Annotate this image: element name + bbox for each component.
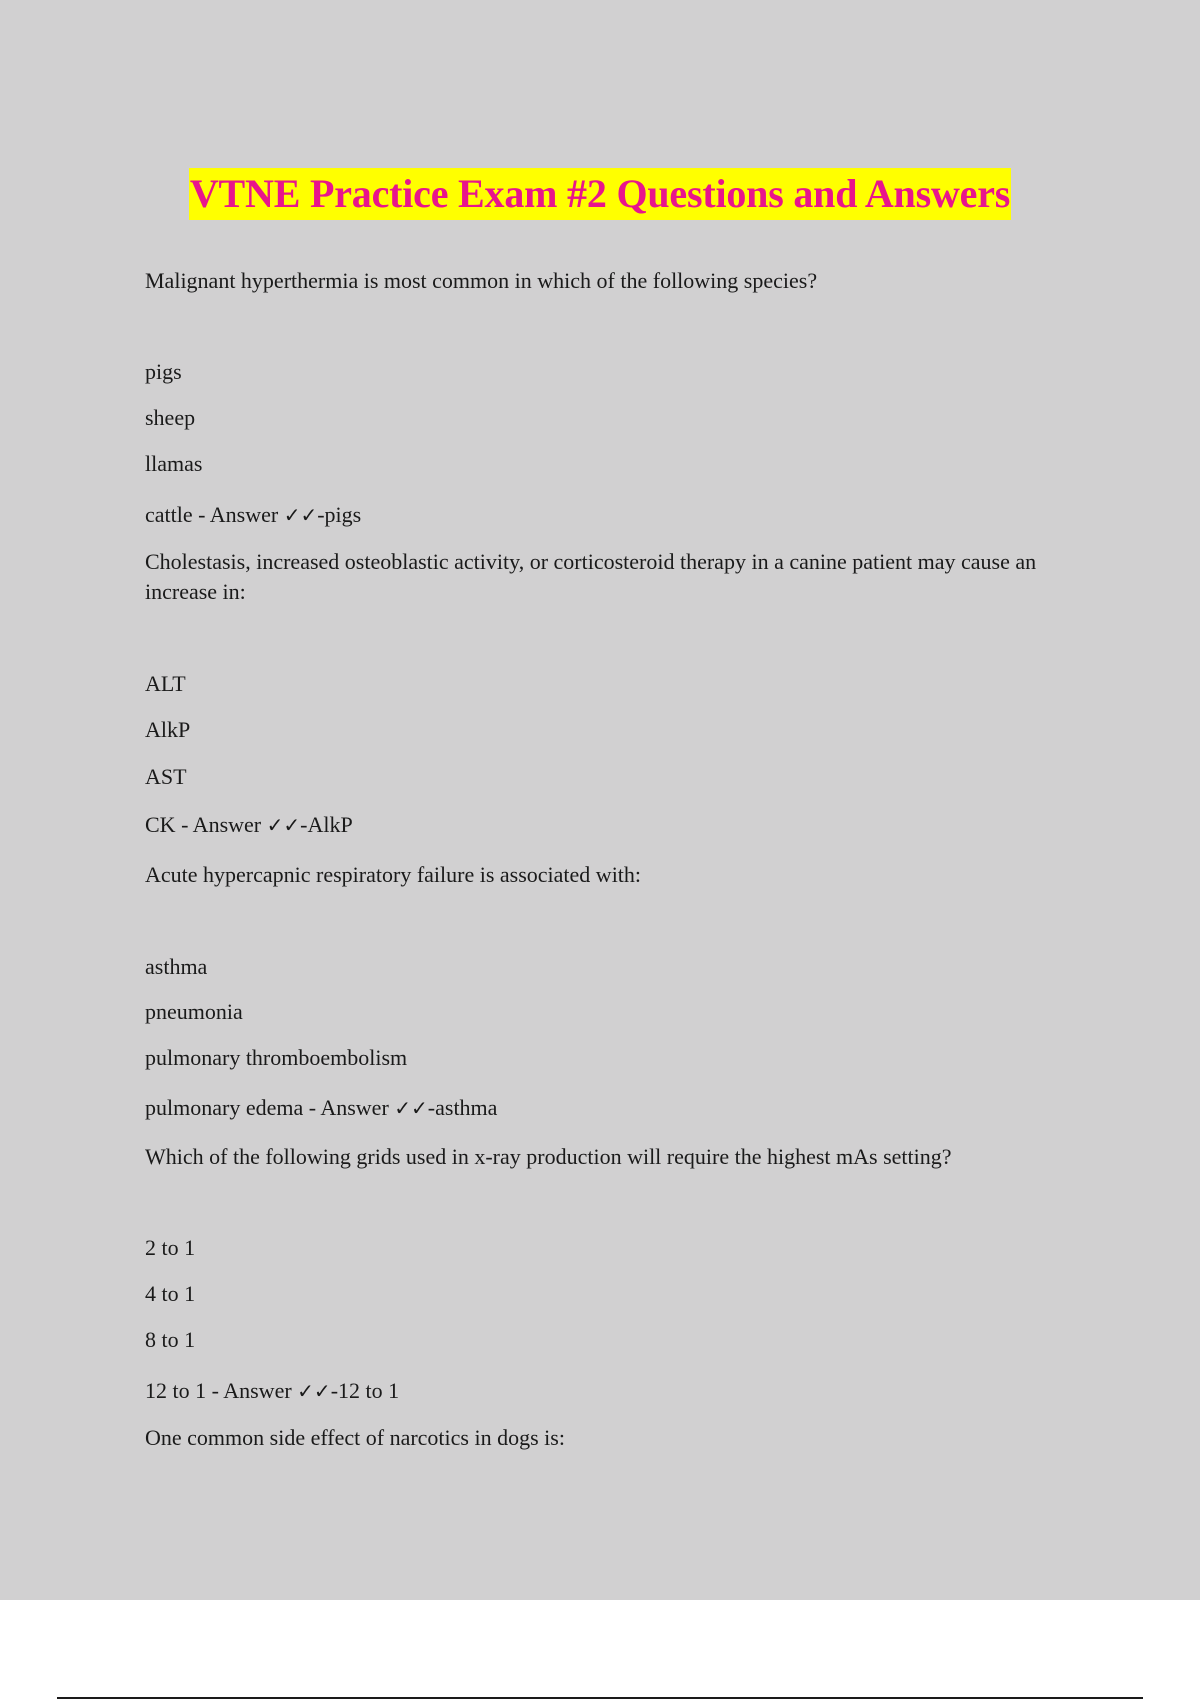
footer-divider bbox=[57, 1697, 1143, 1699]
answer-option: pneumonia bbox=[145, 999, 243, 1024]
answer-option: 12 to 1 bbox=[145, 1378, 207, 1403]
title-container bbox=[0, 168, 1200, 220]
answer-option: 8 to 1 bbox=[145, 1327, 196, 1352]
answer-option: ALT bbox=[145, 671, 186, 696]
answer-line bbox=[145, 810, 1045, 840]
answer-option: sheep bbox=[145, 405, 196, 430]
check-icon: ✓✓ bbox=[394, 1096, 428, 1120]
question-text: Which of the following grids used in x-ray production will require the highest mAs setting? bbox=[145, 1144, 952, 1169]
question-text: Acute hypercapnic respiratory failure is associated with: bbox=[145, 862, 642, 887]
check-icon: ✓✓ bbox=[266, 813, 301, 837]
correct-answer: -pigs bbox=[317, 502, 362, 527]
answer-option: cattle bbox=[145, 502, 193, 527]
question-text: Cholestasis, increased osteoblastic activity, or corticosteroid therapy in a canine patient may cause an increase in: bbox=[145, 549, 1037, 604]
question-text: One common side effect of narcotics in dogs is: bbox=[145, 1425, 565, 1450]
answer-line bbox=[145, 500, 1045, 530]
answer-option: asthma bbox=[145, 954, 208, 979]
answer-line bbox=[145, 1093, 1045, 1123]
answer-option: pulmonary edema bbox=[145, 1095, 304, 1120]
answer-prefix: - Answer bbox=[175, 812, 267, 837]
answer-option: llamas bbox=[145, 451, 203, 476]
answer-option: AST bbox=[145, 764, 187, 789]
check-icon: ✓✓ bbox=[283, 503, 318, 527]
answer-line bbox=[145, 1376, 1045, 1406]
answer-prefix: - Answer bbox=[303, 1095, 395, 1120]
answer-option: 4 to 1 bbox=[145, 1281, 196, 1306]
answer-prefix: - Answer bbox=[206, 1378, 298, 1403]
correct-answer: -AlkP bbox=[300, 812, 353, 837]
answer-option: pigs bbox=[145, 359, 182, 384]
question-text: Malignant hyperthermia is most common in which of the following species? bbox=[145, 268, 818, 293]
answer-option: 2 to 1 bbox=[145, 1235, 196, 1260]
check-icon: ✓✓ bbox=[297, 1379, 331, 1403]
answer-prefix: - Answer bbox=[192, 502, 284, 527]
document-title: VTNE Practice Exam #2 Questions and Answers bbox=[189, 168, 1011, 220]
correct-answer: -12 to 1 bbox=[330, 1378, 400, 1403]
answer-option: CK bbox=[145, 812, 176, 837]
answer-option: AlkP bbox=[145, 717, 191, 742]
answer-option: pulmonary thromboembolism bbox=[145, 1045, 408, 1070]
correct-answer: -asthma bbox=[427, 1095, 498, 1120]
